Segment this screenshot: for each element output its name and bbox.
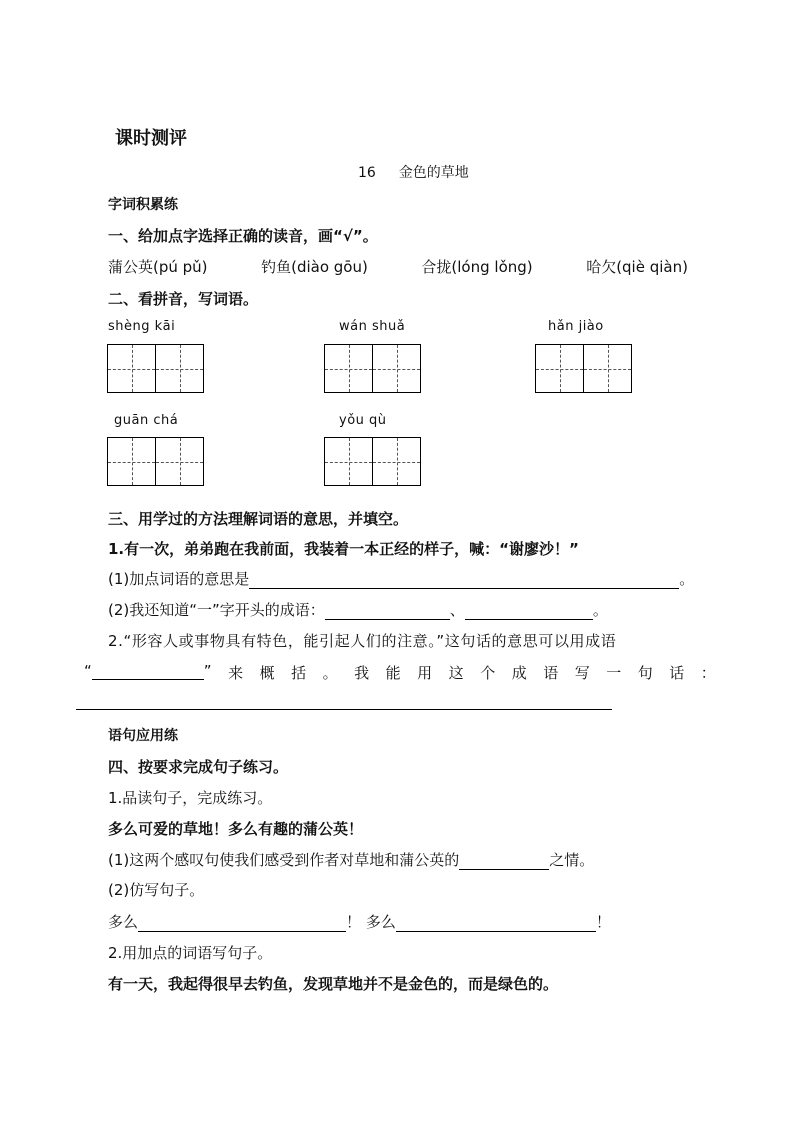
q3-item1: 1.有一次，弟弟跑在我前面，我装着一本正经的样子，喊：“谢廖沙！” [108,540,579,558]
q3-sub2-end: 。 [592,601,608,619]
q3-sub2-sep: 、 [449,601,465,619]
grid-cell[interactable] [155,437,204,486]
q4-imitate-line [108,911,611,932]
q3-sub1-end: 。 [679,570,695,588]
grid-cell[interactable] [324,437,373,486]
fill-a-end: ！ [346,913,362,931]
q1-option: 合拢(lóng lǒng) [421,258,533,276]
q4-item1: 1.品读句子，完成练习。 [108,789,273,807]
char: 我 [354,664,370,682]
answer-blank[interactable] [396,915,596,932]
grid-cell[interactable] [324,344,373,393]
char: 成 [511,664,527,682]
char: 个 [480,664,496,682]
open-quote: “ [84,662,92,680]
char: 括 [291,664,307,682]
answer-blank[interactable] [465,603,593,620]
q3-sub2 [108,599,608,620]
writing-grid[interactable] [107,437,203,486]
q3-sub1-label: (1)加点词语的意思是 [108,570,250,588]
q4-sub1-end: 之情。 [549,851,595,869]
grid-cell[interactable] [583,344,632,393]
q3-item2-line2 [84,662,716,683]
pinyin-label: guān chá [114,413,179,428]
section-title-vocab: 字词积累练 [108,197,178,213]
q4-sentence2: 有一天，我起得很早去钓鱼，发现草地并不是金色的，而是绿色的。 [108,975,559,993]
char: 句 [637,664,653,682]
fill-b-prefix: 多么 [365,913,396,931]
q4-sub2: (2)仿写句子。 [108,881,205,899]
grid-cell[interactable] [107,437,156,486]
q3-sub2-label: (2)我还知道“一”字开头的成语： [108,601,325,619]
q1-options [108,256,688,277]
char: 概 [259,664,275,682]
q1-option: 钓鱼(diào gōu) [261,258,368,276]
pinyin-label: shèng kāi [108,319,176,334]
answer-blank[interactable] [92,663,204,680]
answer-blank[interactable] [325,603,450,620]
answer-blank[interactable] [459,853,549,870]
pinyin-label: wán shuǎ [339,319,406,334]
lesson-title [358,162,469,182]
grid-cell[interactable] [535,344,584,393]
q1-option: 哈欠(qiè qiàn) [586,258,688,276]
q3-title: 三、用学过的方法理解词语的意思，并填空。 [108,510,409,528]
fill-b-end: ！ [595,913,611,931]
char: 话 [669,664,685,682]
q3-sub1 [108,568,694,589]
char: 一 [606,664,622,682]
char: 。 [322,664,338,682]
fill-a-prefix: 多么 [108,913,139,931]
lesson-name: 金色的草地 [398,165,469,181]
q4-title: 四、按要求完成句子练习。 [108,758,289,776]
writing-grid[interactable] [107,344,203,393]
pinyin-label: yǒu qù [339,413,387,428]
pinyin-label: hǎn jiào [548,319,604,334]
grid-cell[interactable] [155,344,204,393]
q3-item2-line1: 2.“形容人或事物具有特色，能引起人们的注意。”这句话的意思可以用成语 [108,632,617,650]
idiom-fill [84,662,212,683]
answer-line-full[interactable] [76,709,612,710]
char: 写 [574,664,590,682]
q1-option: 蒲公英(pú pǔ) [108,258,208,276]
char: 语 [543,664,559,682]
page-heading: 课时测评 [115,128,187,149]
char: 这 [448,664,464,682]
q2-title: 二、看拼音，写词语。 [108,290,259,308]
writing-grid[interactable] [324,437,420,486]
q4-sub1-label: (1)这两个感叹句使我们感受到作者对草地和蒲公英的 [108,851,460,869]
writing-grid[interactable] [535,344,631,393]
grid-cell[interactable] [107,344,156,393]
char: ： [700,664,716,682]
lesson-number: 16 [358,165,376,181]
q4-sentence: 多么可爱的草地！多么有趣的蒲公英！ [108,820,364,838]
grid-cell[interactable] [372,437,421,486]
close-quote: ” [203,662,212,680]
char: 来 [228,664,244,682]
section-title-sentence: 语句应用练 [108,728,178,744]
char: 能 [385,664,401,682]
q4-item2: 2.用加点的词语写句子。 [108,944,273,962]
answer-blank[interactable] [249,572,679,589]
writing-grid[interactable] [324,344,420,393]
answer-blank[interactable] [138,915,346,932]
q1-title: 一、给加点字选择正确的读音，画“√”。 [108,227,378,245]
q4-sub1 [108,849,594,870]
grid-cell[interactable] [372,344,421,393]
char: 用 [417,664,433,682]
